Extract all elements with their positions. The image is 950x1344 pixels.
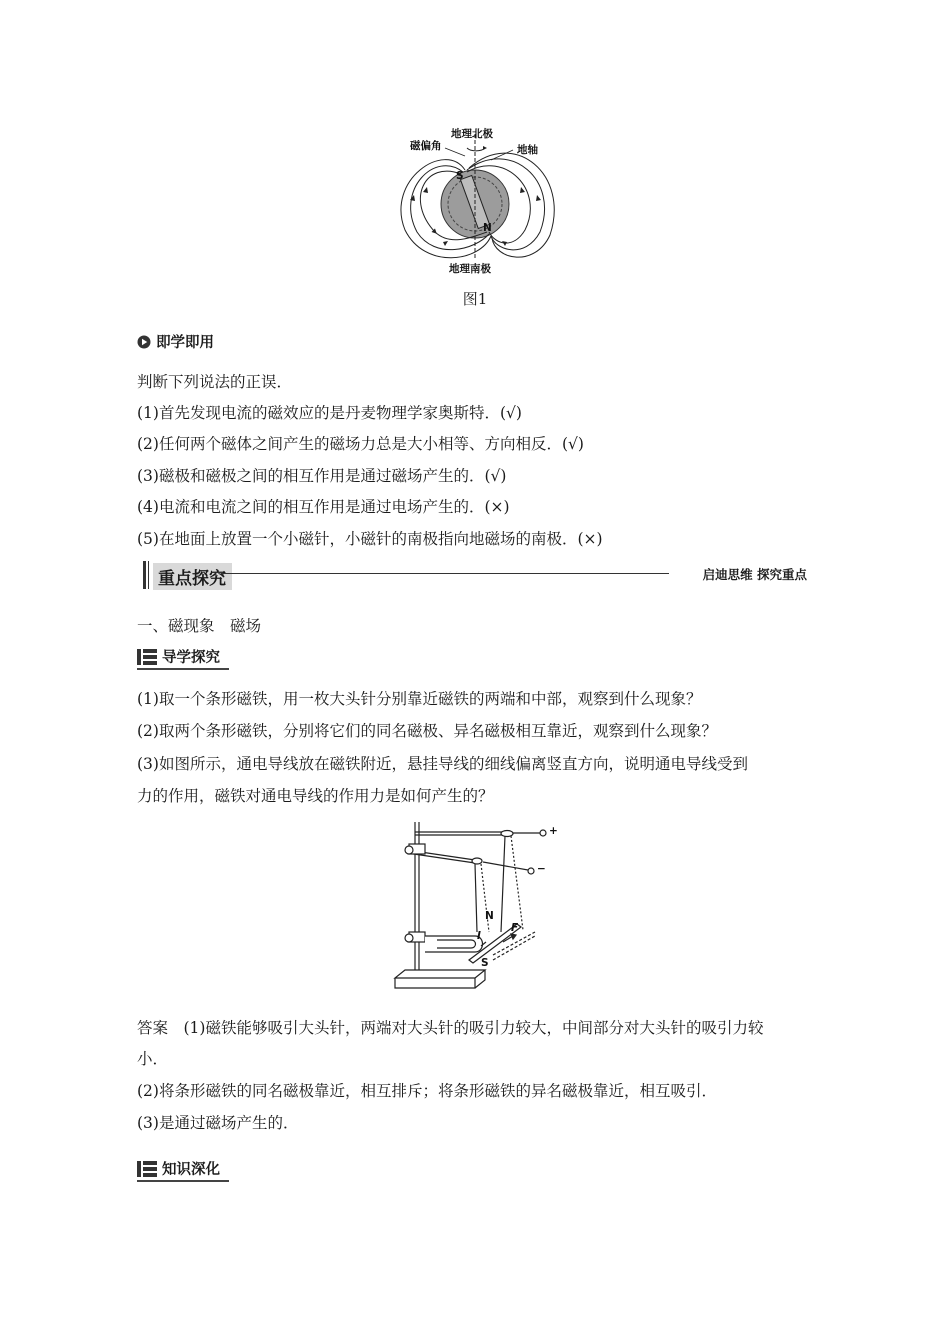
minus-terminal-label: −: [537, 863, 546, 875]
geo-north-label: 地理北极: [451, 128, 493, 140]
guided-q2: (2)取两个条形磁铁，分别将它们的同名磁极、异名磁极相互靠近，观察到什么现象？: [137, 722, 717, 740]
quick-use-intro: 判断下列说法的正误．: [137, 373, 293, 391]
force-label: F: [511, 922, 519, 934]
section-header: [143, 561, 815, 591]
quick-use-heading-block: [137, 331, 214, 352]
plus-terminal-label: +: [549, 825, 558, 837]
n-pole-label: N: [483, 222, 492, 234]
quick-use-heading: 即学即用: [156, 335, 215, 351]
list-icon: [137, 649, 157, 665]
quick-use-item-5: (5)在地面上放置一个小磁针，小磁针的南极指向地磁场的南极．(×): [137, 530, 603, 548]
figure-1: [395, 120, 555, 280]
s-pole-label: S: [456, 170, 464, 182]
section-subtitle: 启迪思维 探究重点: [702, 567, 807, 582]
guided-heading-underline: [137, 668, 229, 670]
declination-label: 磁偏角: [410, 140, 442, 152]
section-bar-mark: [143, 561, 146, 589]
section-bar-mark-2: [148, 561, 149, 589]
answer-line2: 小．: [137, 1050, 169, 1068]
figure-2: [385, 820, 575, 1005]
axis-label: 地轴: [517, 144, 538, 156]
section-title: 重点探究: [153, 563, 232, 590]
section-rule: [221, 573, 669, 574]
geo-south-label: 地理南极: [449, 263, 491, 275]
subsection-title: 一、磁现象 磁场: [137, 617, 262, 635]
current-wire-magnet-apparatus: [385, 820, 575, 1005]
s-pole-label: S: [481, 957, 489, 969]
list-icon: [137, 1161, 157, 1177]
guided-q1: (1)取一个条形磁铁，用一枚大头针分别靠近磁铁的两端和中部，观察到什么现象？: [137, 690, 702, 708]
current-label: I: [477, 930, 481, 942]
answer-2: (2)将条形磁铁的同名磁极靠近，相互排斥；将条形磁铁的异名磁极靠近，相互吸引．: [137, 1082, 717, 1100]
guided-q3-line2: 力的作用，磁铁对通电导线的作用力是如何产生的？: [137, 787, 494, 805]
quick-use-item-3: (3)磁极和磁极之间的相互作用是通过磁场产生的．(√): [137, 467, 507, 485]
quick-use-item-2: (2)任何两个磁体之间产生的磁场力总是大小相等、方向相反．(√): [137, 435, 584, 453]
n-pole-label: N: [485, 910, 494, 922]
quick-use-item-1: (1)首先发现电流的磁效应的是丹麦物理学家奥斯特．(√): [137, 404, 522, 422]
figure-1-caption: 图1: [462, 290, 488, 308]
quick-use-item-4: (4)电流和电流之间的相互作用是通过电场产生的．(×): [137, 498, 510, 516]
guided-q3-line1: (3)如图所示，通电导线放在磁铁附近，悬挂导线的细线偏离竖直方向，说明通电导线受到: [137, 755, 748, 773]
deepen-heading-underline: [137, 1180, 229, 1182]
deepen-heading: 知识深化: [162, 1162, 220, 1178]
play-circle-icon: [137, 335, 151, 349]
guided-heading: 导学探究: [162, 650, 220, 666]
answer-3: (3)是通过磁场产生的．: [137, 1114, 299, 1132]
answer-line1: 答案 (1)磁铁能够吸引大头针，两端对大头针的吸引力较大，中间部分对大头针的吸引力较: [137, 1019, 764, 1037]
